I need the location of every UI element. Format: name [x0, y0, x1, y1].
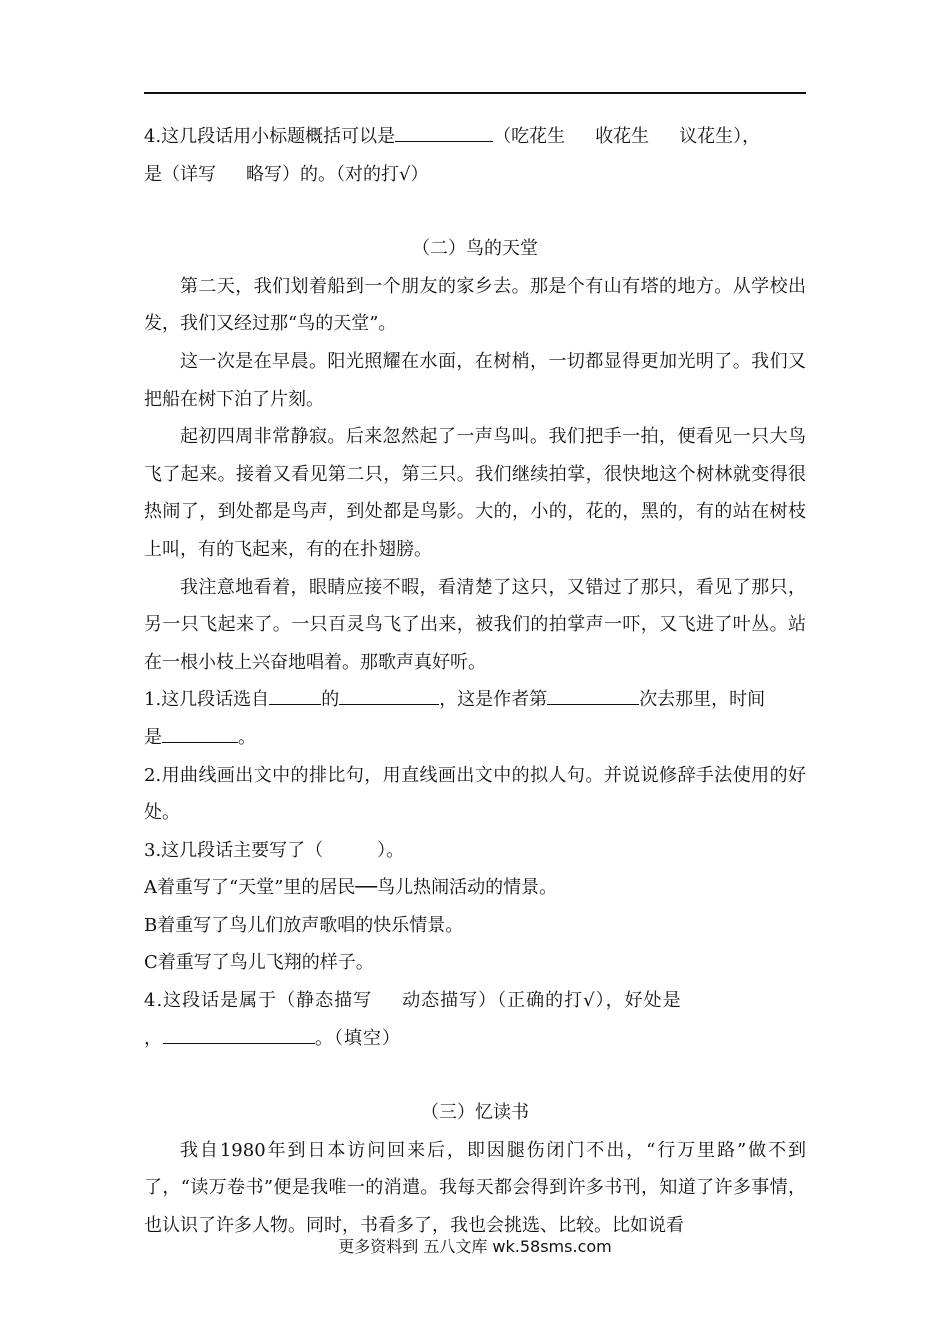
answer-blank[interactable] — [547, 682, 639, 705]
section-2-title: （二）鸟的天堂 — [412, 238, 538, 260]
option-c: C着重写了鸟儿飞翔的样子。 — [144, 952, 374, 974]
document-body — [144, 118, 806, 1245]
question-4: 4.这段话是属于（静态描写 动态描写）（正确的打√），好处是 ， 。（填空） — [144, 990, 682, 1049]
answer-blank[interactable] — [339, 682, 439, 705]
answer-blank[interactable] — [162, 720, 238, 743]
answer-blank[interactable] — [395, 119, 493, 142]
paragraph: 起初四周非常静寂。后来忽然起了一声鸟叫。我们把手一拍，便看见一只大鸟飞了起来。接着又看见第二只，第三只。我们继续拍掌，很快地这个树林就变得很热闹了，到处都是鸟声，到处都是鸟影。大的，小的，花的，黑的，有的站在树枝上叫，有的飞起来，有的在扑翅膀。 — [144, 426, 806, 560]
question-1: 1.这几段话选自 的 ，这是作者第 次去那里，时间 是 。 — [144, 681, 806, 756]
question-4-line1: 4.这几段话用小标题概括可以是 （吃花生 收花生 议花生）， — [144, 118, 806, 156]
paragraph: 第二天，我们划着船到一个朋友的家乡去。那是个有山有塔的地方。从学校出发，我们又经过那“鸟的天堂”。 — [144, 275, 806, 335]
footer: 更多资料到 五八文库 wk.58sms.com — [338, 1237, 612, 1256]
section-3-title: （三）忆读书 — [421, 1102, 529, 1124]
paragraph: 我自1980年到日本访问回来后，即因腿伤闭门不出，“行万里路”做不到了，“读万卷书”便是我唯一的消遣。我每天都会得到许多书刊，知道了许多事情，也认识了许多人物。同时，书看多了，我也会挑选、比较。比如说看 — [144, 1139, 806, 1237]
question-2: 2.用曲线画出文中的排比句，用直线画出文中的拟人句。并说说修辞手法使用的好处。 — [144, 764, 806, 824]
option-b: B着重写了鸟儿们放声歌唱的快乐情景。 — [144, 914, 464, 936]
answer-blank[interactable] — [269, 682, 321, 705]
header-rule — [144, 92, 806, 94]
answer-blank[interactable] — [163, 1021, 315, 1044]
question-3: 3.这几段话主要写了（ ）。 — [144, 839, 405, 861]
option-a: A着重写了“天堂”里的居民──鸟儿热闹活动的情景。 — [144, 877, 558, 899]
paragraph: 我注意地看着，眼睛应接不暇，看清楚了这只，又错过了那只，看见了那只，另一只飞起来了。一只百灵鸟飞了出来，被我们的拍掌声一吓，又飞进了叶丛。站在一根小枝上兴奋地唱着。那歌声真好听。 — [144, 576, 806, 673]
question-4-line2: 是（详写 略写）的。（对的打√） — [144, 163, 429, 185]
paragraph: 这一次是在早晨。阳光照耀在水面，在树梢，一切都显得更加光明了。我们又把船在树下泊了片刻。 — [144, 350, 806, 410]
